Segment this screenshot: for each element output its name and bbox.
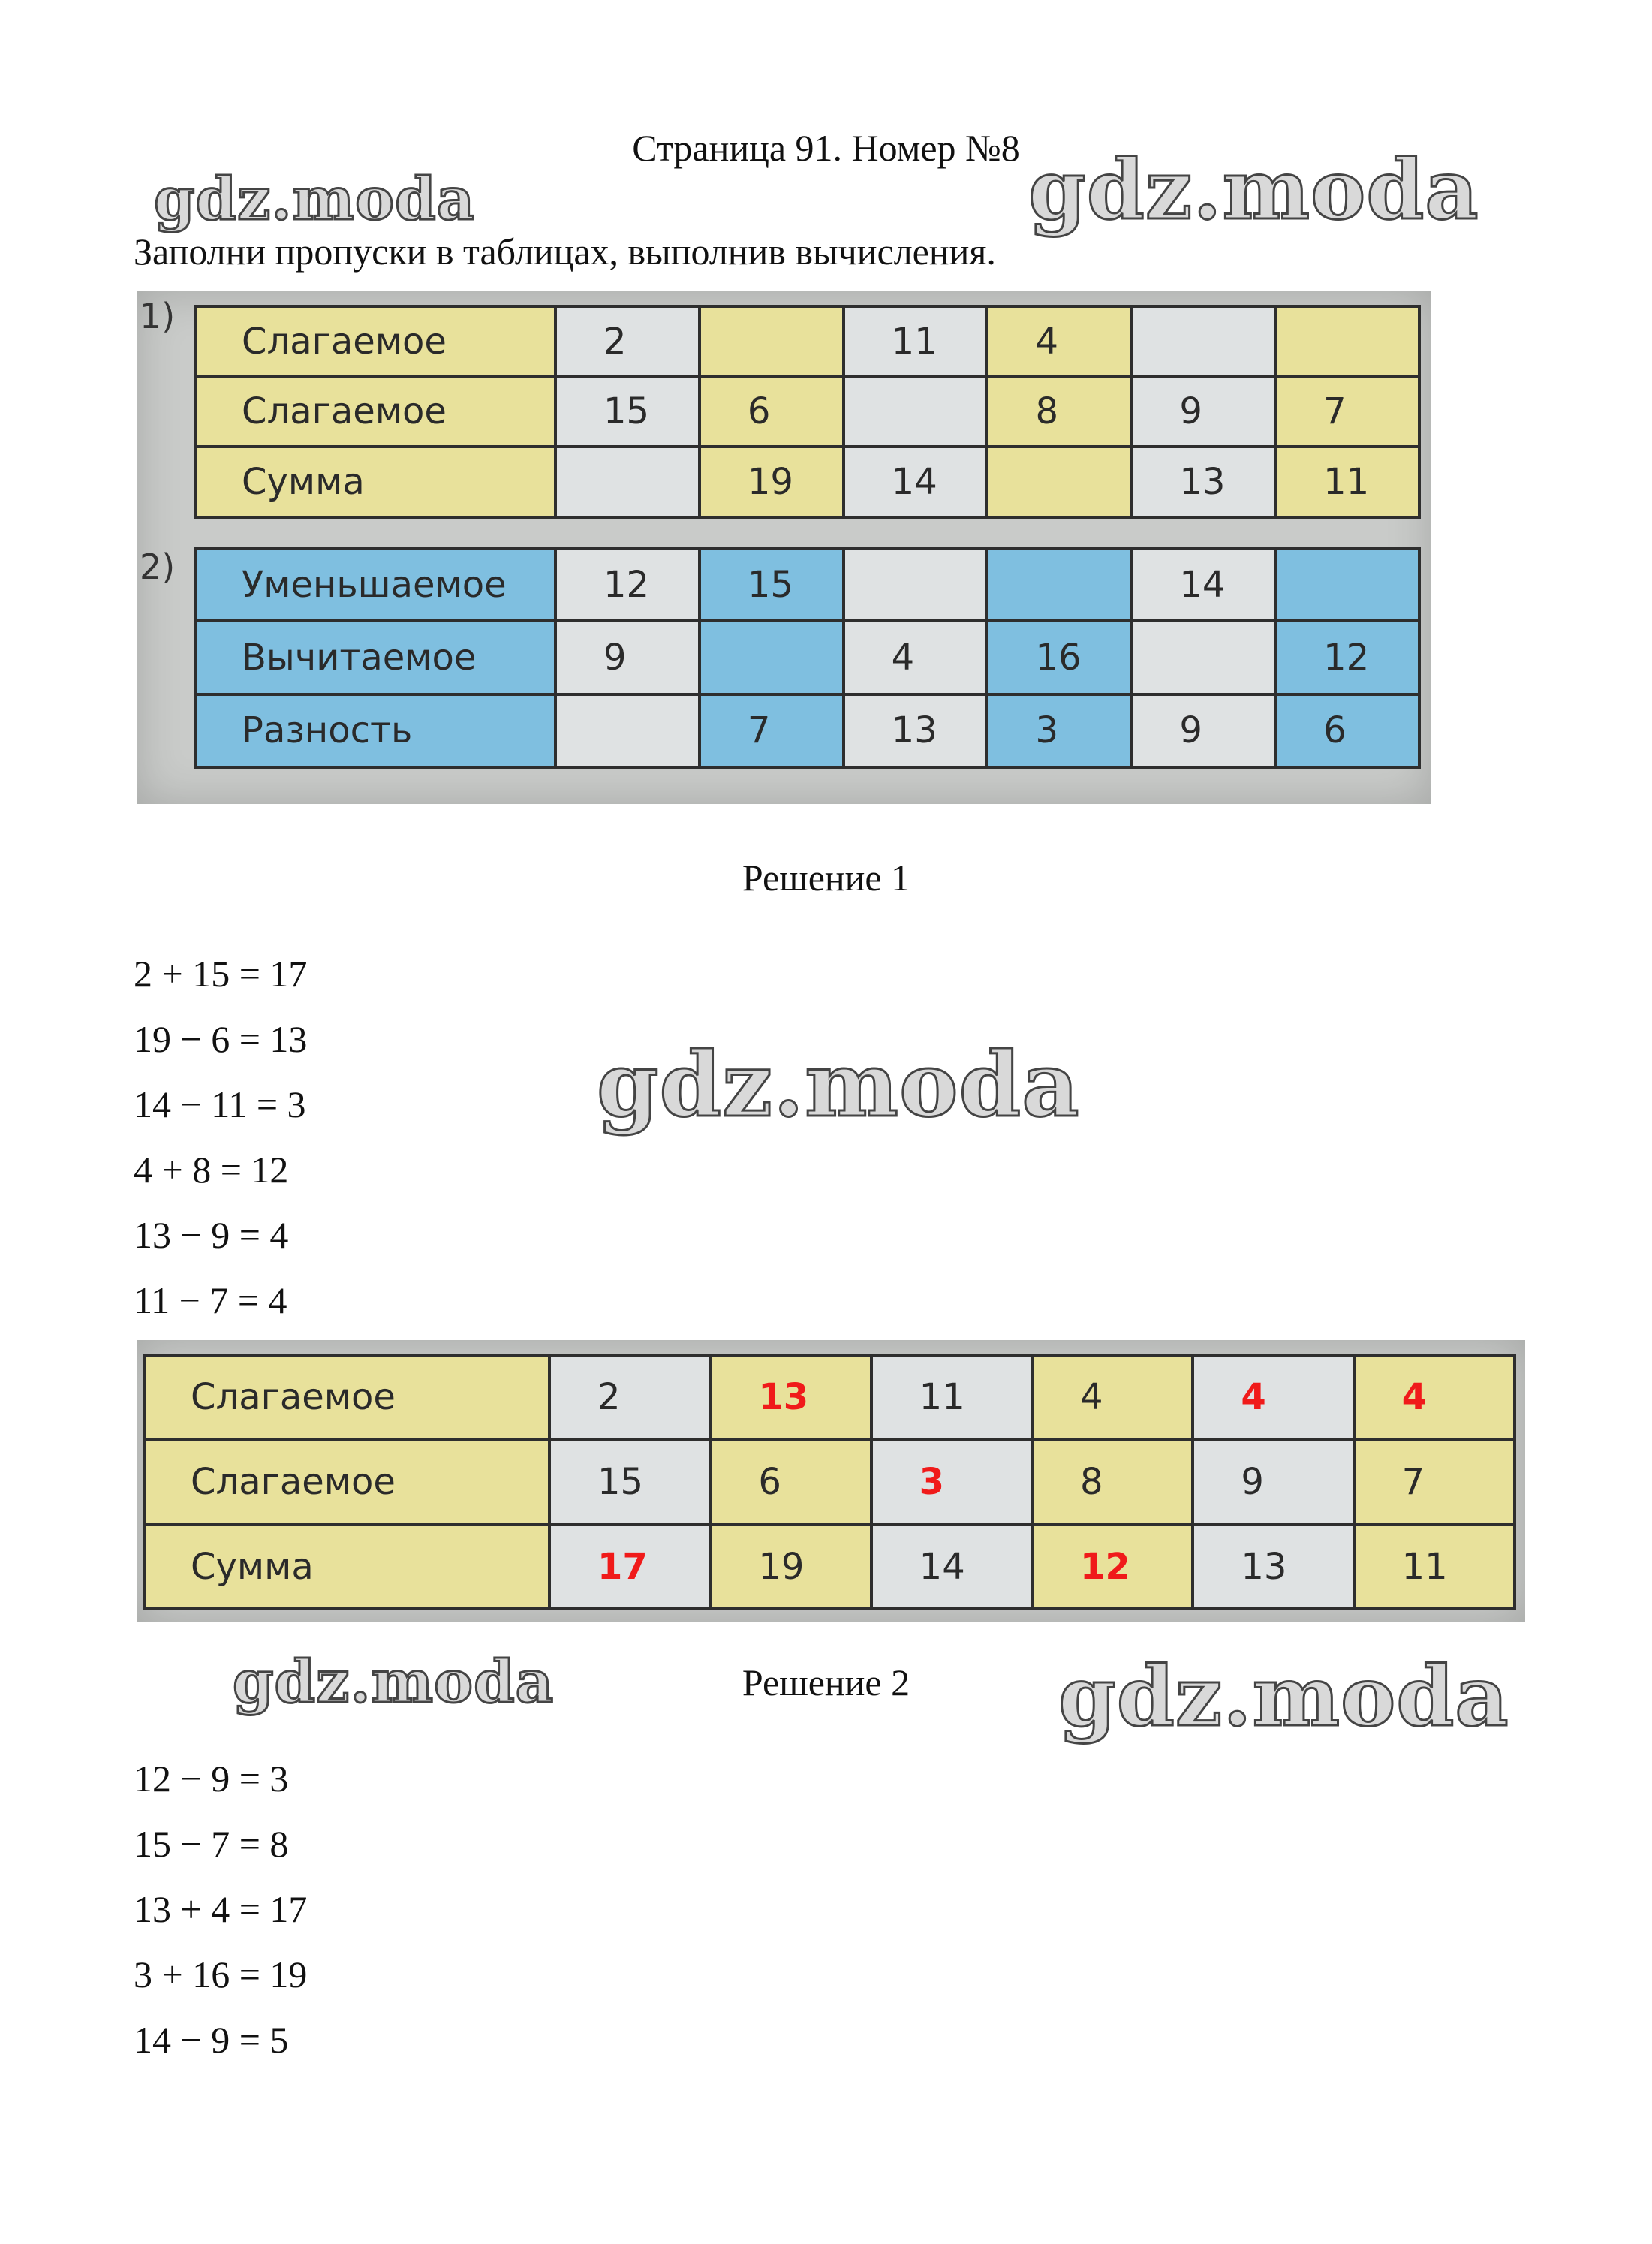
table-cell (555, 447, 700, 517)
table-cell: 2 (549, 1355, 710, 1440)
table-cell: 9 (1131, 377, 1275, 447)
equation: 14 − 11 = 3 (134, 1083, 306, 1125)
table-row (195, 621, 1419, 694)
answer-cell: 4 (1354, 1355, 1515, 1440)
table-cell (700, 621, 844, 694)
solution-table (143, 1354, 1516, 1610)
table-cell: 4 (1032, 1355, 1193, 1440)
table-cell: 15 (700, 548, 844, 621)
table-cell: 7 (1275, 377, 1419, 447)
table-cell: 11 (844, 306, 988, 377)
watermark: gdz.moda (154, 165, 476, 233)
answer-cell: 4 (1193, 1355, 1353, 1440)
table-cell: 9 (1131, 694, 1275, 767)
table-cell: 11 (1354, 1524, 1515, 1609)
table2-tag: 2) (140, 547, 176, 587)
equation: 19 − 6 = 13 (134, 1018, 308, 1060)
equation: 13 + 4 = 17 (134, 1888, 308, 1930)
subtraction-table (194, 547, 1421, 769)
table-cell (1131, 621, 1275, 694)
row-label: Слагаемое (144, 1355, 549, 1440)
row-label: Уменьшаемое (195, 548, 555, 621)
addition-table (194, 305, 1421, 519)
table-cell (844, 548, 988, 621)
table-cell: 11 (871, 1355, 1032, 1440)
table-row (195, 694, 1419, 767)
row-label: Слагаемое (195, 377, 555, 447)
watermark: gdz.moda (1058, 1648, 1509, 1745)
table-cell: 4 (844, 621, 988, 694)
answer-cell: 12 (1032, 1524, 1193, 1609)
row-label: Слагаемое (195, 306, 555, 377)
table1-tag: 1) (140, 296, 176, 336)
problem-photo (137, 291, 1431, 804)
answer-cell: 13 (710, 1355, 871, 1440)
table-row (195, 447, 1419, 517)
table-cell: 12 (555, 548, 700, 621)
table-cell: 6 (1275, 694, 1419, 767)
table-cell: 7 (1354, 1440, 1515, 1525)
table-cell: 11 (1275, 447, 1419, 517)
table-cell: 19 (700, 447, 844, 517)
table-cell: 8 (1032, 1440, 1193, 1525)
answer-cell: 3 (871, 1440, 1032, 1525)
table-cell (1275, 548, 1419, 621)
watermark: gdz.moda (233, 1648, 555, 1716)
table-cell (987, 447, 1131, 517)
table-cell: 9 (1193, 1440, 1353, 1525)
table-cell: 16 (987, 621, 1131, 694)
table-row (144, 1524, 1515, 1609)
table-cell (844, 377, 988, 447)
table-cell: 15 (555, 377, 700, 447)
table-row (195, 377, 1419, 447)
table-cell: 13 (1193, 1524, 1353, 1609)
table-cell: 6 (700, 377, 844, 447)
table-cell (1275, 306, 1419, 377)
table-cell: 3 (987, 694, 1131, 767)
equation: 4 + 8 = 12 (134, 1149, 289, 1191)
table-cell (987, 548, 1131, 621)
table-cell (700, 306, 844, 377)
solution-1-heading: Решение 1 (742, 857, 910, 899)
solution-2-heading: Решение 2 (742, 1661, 910, 1703)
watermark: gdz.moda (1028, 141, 1479, 238)
table-row (195, 548, 1419, 621)
row-label: Вычитаемое (195, 621, 555, 694)
table-cell: 6 (710, 1440, 871, 1525)
table-cell (1131, 306, 1275, 377)
table-cell: 14 (844, 447, 988, 517)
table-cell: 4 (987, 306, 1131, 377)
table-cell: 7 (700, 694, 844, 767)
equation: 12 − 9 = 3 (134, 1758, 289, 1800)
equation: 11 − 7 = 4 (134, 1279, 287, 1321)
table-cell: 8 (987, 377, 1131, 447)
table-cell: 12 (1275, 621, 1419, 694)
table-cell: 13 (844, 694, 988, 767)
table-cell: 15 (549, 1440, 710, 1525)
row-label: Разность (195, 694, 555, 767)
table-cell (555, 694, 700, 767)
table-cell: 14 (1131, 548, 1275, 621)
answer-cell: 17 (549, 1524, 710, 1609)
equation: 13 − 9 = 4 (134, 1214, 289, 1256)
table-cell: 19 (710, 1524, 871, 1609)
equation: 14 − 9 = 5 (134, 2019, 289, 2061)
table-cell: 13 (1131, 447, 1275, 517)
equation: 2 + 15 = 17 (134, 953, 308, 995)
table-cell: 9 (555, 621, 700, 694)
table-row (195, 306, 1419, 377)
row-label: Сумма (144, 1524, 549, 1609)
table-cell: 2 (555, 306, 700, 377)
table-row (144, 1440, 1515, 1525)
solution-photo (137, 1340, 1525, 1622)
task-text: Заполни пропуски в таблицах, выполнив вычисления. (134, 230, 996, 273)
watermark: gdz.moda (597, 1032, 1080, 1137)
table-cell: 14 (871, 1524, 1032, 1609)
equation: 3 + 16 = 19 (134, 1953, 308, 1996)
equation: 15 − 7 = 8 (134, 1823, 289, 1865)
row-label: Сумма (195, 447, 555, 517)
page-title: Страница 91. Номер №8 (632, 127, 1020, 169)
table-row (144, 1355, 1515, 1440)
row-label: Слагаемое (144, 1440, 549, 1525)
